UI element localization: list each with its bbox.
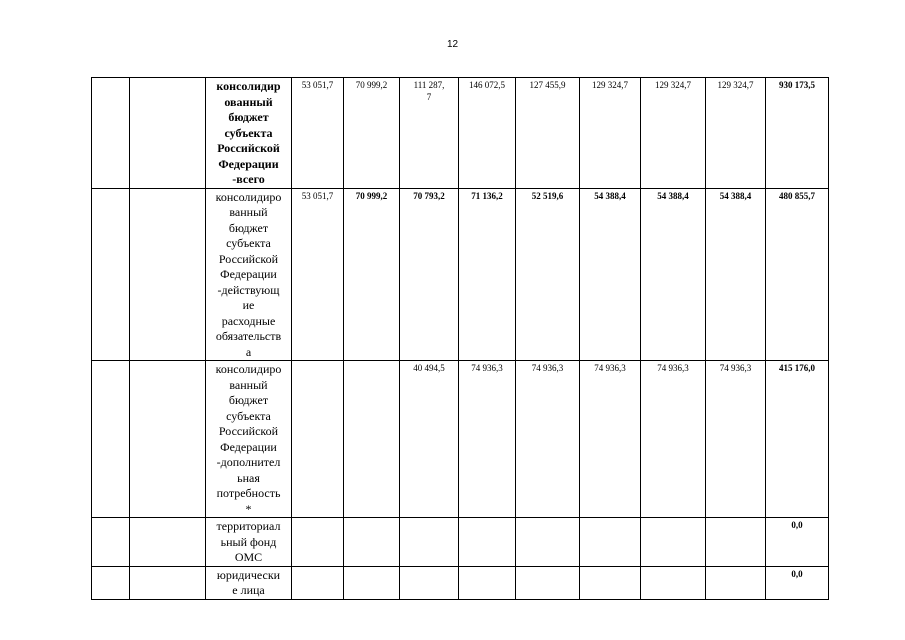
value-cell: 74 936,3: [459, 361, 516, 518]
value-cell: 415 176,0: [766, 361, 829, 518]
value-cell: 74 936,3: [580, 361, 641, 518]
value-cell: 74 936,3: [516, 361, 580, 518]
value-cell: 146 072,5: [459, 78, 516, 189]
value-cell: 54 388,4: [641, 188, 706, 361]
value-cell: [344, 566, 400, 599]
row-label: консолидир ованный бюджет субъекта Российской Федерации -всего: [206, 78, 292, 189]
value-cell: 111 287, 7: [400, 78, 459, 189]
value-cell: [516, 518, 580, 567]
value-cell: [580, 518, 641, 567]
table-row: [92, 566, 829, 599]
value-cell: 0,0: [766, 566, 829, 599]
value-cell: [292, 566, 344, 599]
value-cell: [344, 361, 400, 518]
value-cell: [292, 361, 344, 518]
table-row: [92, 78, 829, 189]
value-cell: 129 324,7: [641, 78, 706, 189]
value-cell: 930 173,5: [766, 78, 829, 189]
value-cell: 0,0: [766, 518, 829, 567]
value-cell: 53 051,7: [292, 78, 344, 189]
table-row: [92, 361, 829, 518]
value-cell: 40 494,5: [400, 361, 459, 518]
value-cell: 129 324,7: [580, 78, 641, 189]
row-label: территориал ьный фонд ОМС: [206, 518, 292, 567]
value-cell: [400, 566, 459, 599]
value-cell: [706, 518, 766, 567]
table-row: [92, 518, 829, 567]
empty-cell: [92, 518, 130, 567]
value-cell: 480 855,7: [766, 188, 829, 361]
empty-cell: [130, 361, 206, 518]
row-label: консолидиро ванный бюджет субъекта Российской Федерации -дополнител ьная потребность *: [206, 361, 292, 518]
value-cell: [400, 518, 459, 567]
value-cell: 53 051,7: [292, 188, 344, 361]
empty-cell: [92, 361, 130, 518]
value-cell: [706, 566, 766, 599]
value-cell: [516, 566, 580, 599]
empty-cell: [92, 566, 130, 599]
row-label: юридически е лица: [206, 566, 292, 599]
value-cell: [292, 518, 344, 567]
table-row: [92, 188, 829, 361]
value-cell: 70 999,2: [344, 78, 400, 189]
value-cell: 54 388,4: [706, 188, 766, 361]
value-cell: 54 388,4: [580, 188, 641, 361]
empty-cell: [92, 78, 130, 189]
empty-cell: [130, 188, 206, 361]
budget-table: [91, 77, 829, 600]
value-cell: 74 936,3: [706, 361, 766, 518]
value-cell: 71 136,2: [459, 188, 516, 361]
value-cell: 129 324,7: [706, 78, 766, 189]
value-cell: [580, 566, 641, 599]
value-cell: [641, 566, 706, 599]
empty-cell: [130, 78, 206, 189]
row-label: консолидиро ванный бюджет субъекта Российской Федерации -действующ ие расходные обязательств а: [206, 188, 292, 361]
value-cell: 127 455,9: [516, 78, 580, 189]
empty-cell: [130, 566, 206, 599]
value-cell: [459, 518, 516, 567]
page-number: 12: [446, 39, 459, 50]
empty-cell: [130, 518, 206, 567]
value-cell: 70 999,2: [344, 188, 400, 361]
value-cell: 74 936,3: [641, 361, 706, 518]
value-cell: 70 793,2: [400, 188, 459, 361]
value-cell: 52 519,6: [516, 188, 580, 361]
value-cell: [344, 518, 400, 567]
empty-cell: [92, 188, 130, 361]
value-cell: [641, 518, 706, 567]
value-cell: [459, 566, 516, 599]
